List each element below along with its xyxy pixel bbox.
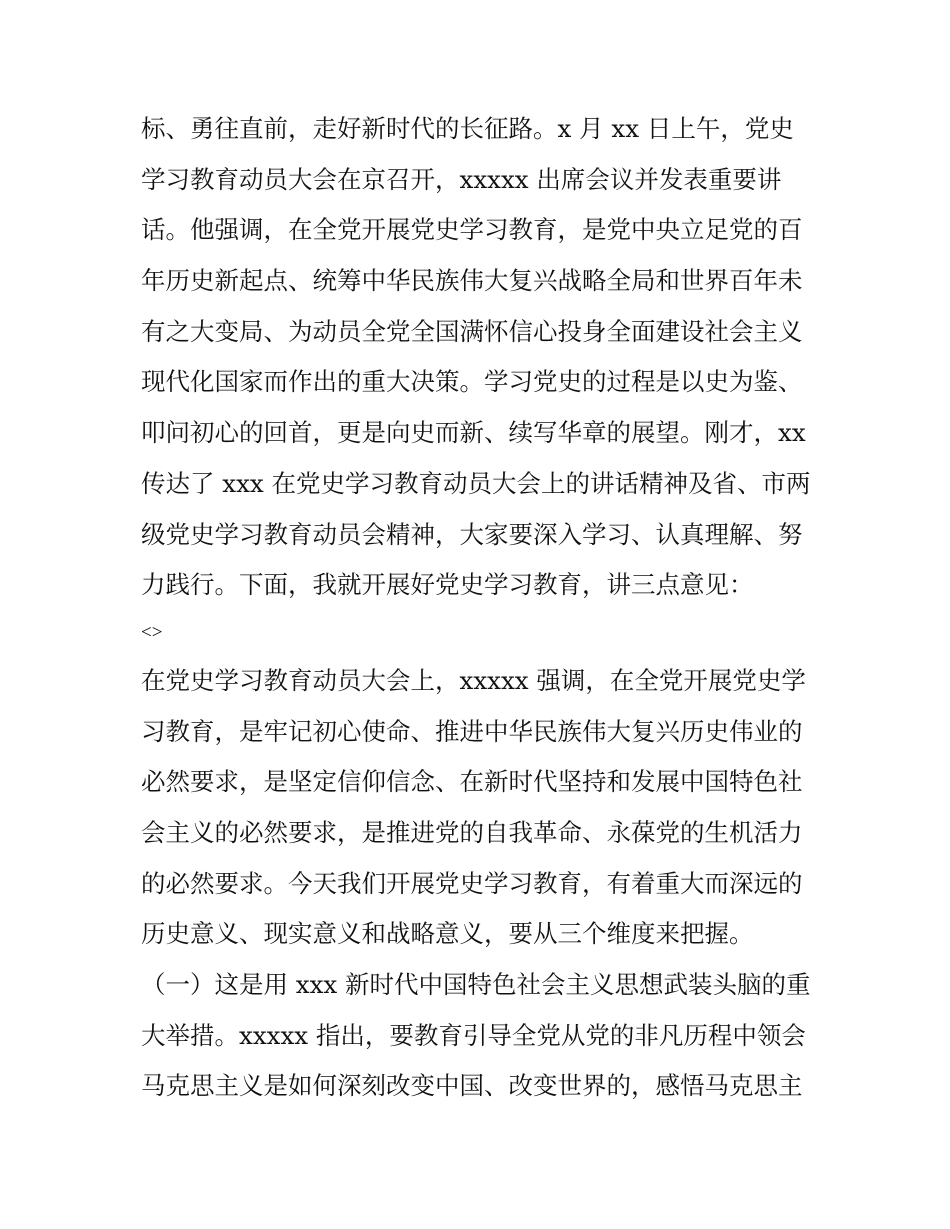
text-line: 历史意义、现实意义和战略意义，要从三个维度来把握。 (141, 919, 754, 949)
text-line: 必然要求，是坚定信仰信念、在新时代坚持和发展中国特色社 (141, 767, 803, 797)
text-line: 叩问初心的回首，更是向史而新、续写华章的展望。刚才，xx (141, 418, 806, 448)
paragraph-point-one (141, 960, 821, 1112)
text-line: 马克思主义是如何深刻改变中国、改变世界的，感悟马克思主 (141, 1071, 803, 1101)
text-line: 级党史学习教育动员会精神，大家要深入学习、认真理解、努 (141, 519, 803, 549)
text-line: 力践行。下面，我就开展好党史学习教育，讲三点意见： (141, 570, 754, 600)
text-line: 有之大变局、为动员全党全国满怀信心投身全面建设社会主义 (141, 316, 803, 346)
text-line: 的必然要求。今天我们开展党史学习教育，有着重大而深远的 (141, 868, 803, 898)
paragraph-intro (141, 104, 821, 655)
text-line: 传达了 xxx 在党史学习教育动员大会上的讲话精神及省、市两 (141, 468, 811, 498)
text-line: 会主义的必然要求，是推进党的自我革命、永葆党的生机活力 (141, 818, 803, 848)
text-line: 大举措。xxxxx 指出，要教育引导全党从党的非凡历程中领会 (141, 1020, 806, 1050)
text-line: 话。他强调，在全党开展党史学习教育，是党中央立足党的百 (141, 215, 803, 245)
paragraph-significance (141, 656, 821, 960)
text-line: 学习教育动员大会在京召开，xxxxx 出席会议并发表重要讲 (141, 164, 782, 194)
text-line: 年历史新起点、统筹中华民族伟大复兴战略全局和世界百年未 (141, 266, 803, 296)
text-line: 标、勇往直前，走好新时代的长征路。x 月 xx 日上午，党史 (141, 114, 794, 143)
text-line: 习教育，是牢记初心使命、推进中华民族伟大复兴历史伟业的 (141, 716, 803, 746)
text-line: （一）这是用 xxx 新时代中国特色社会主义思想武装头脑的重 (141, 970, 811, 999)
section-marker: <> (141, 621, 163, 643)
text-line: 在党史学习教育动员大会上，xxxxx 强调，在全党开展党史学 (141, 666, 806, 695)
text-line: 现代化国家而作出的重大决策。学习党史的过程是以史为鉴、 (141, 367, 803, 397)
